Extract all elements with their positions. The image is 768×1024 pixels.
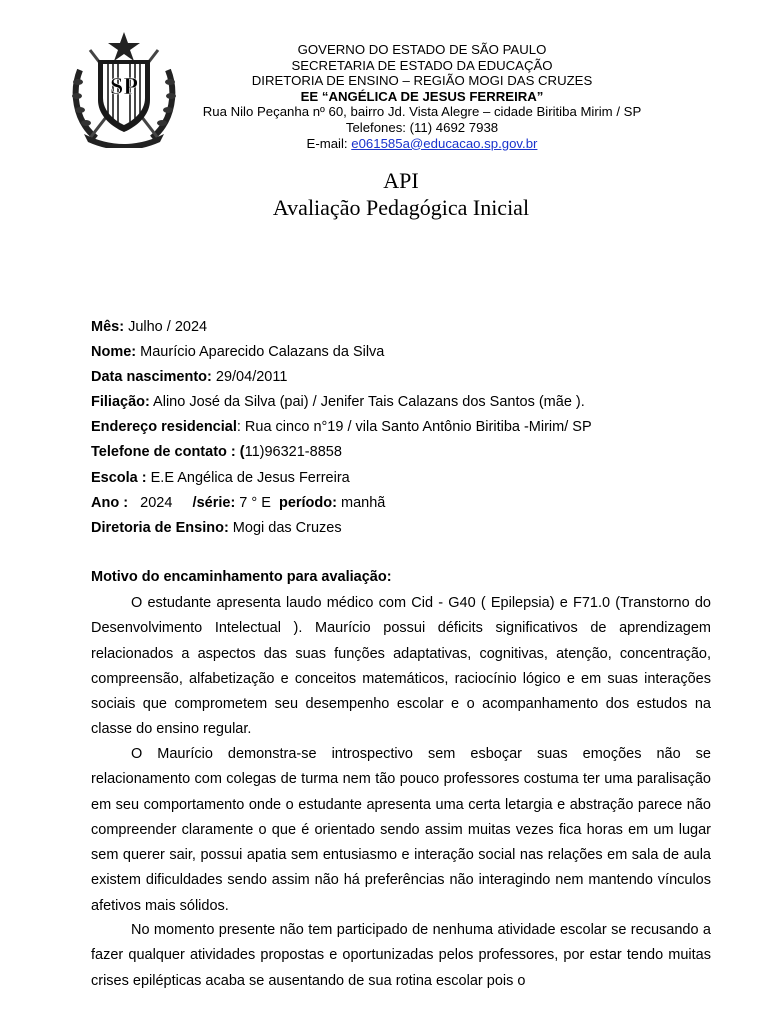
header-line-secretaria: SECRETARIA DE ESTADO DA EDUCAÇÃO (291, 57, 553, 73)
info-row-nascimento: Data nascimento: 29/04/2011 (91, 369, 288, 386)
document-subtitle: Avaliação Pedagógica Inicial (272, 195, 530, 220)
section-heading-motivo: Motivo do encaminhamento para avaliação: (91, 569, 392, 585)
header-line-address: Rua Nilo Peçanha nº 60, bairro Jd. Vista Alegre – cidade Biritiba Mirim / SP (202, 104, 642, 120)
header-line-phone: Telefones: (11) 4692 7938 (345, 119, 499, 135)
letterhead-text (180, 42, 664, 151)
email-link[interactable]: e061585a@educacao.sp.gov.br (351, 135, 538, 151)
info-row-diretoria: Diretoria de Ensino: Mogi das Cruzes (91, 519, 342, 536)
header-line-diretoria: DIRETORIA DE ENSINO – REGIÃO MOGI DAS CRUZES (251, 73, 593, 89)
paragraph-2: O Maurício demonstra-se introspectivo sem esboçar suas emoções não se relacionamento com colegas de turma nem tão pouco professores costuma ter uma paralisação em seu comportamento onde o estudante apresenta uma certa letargia e abstração parece não compreender claramente o que é orientado sendo assim muitas vezes fica horas em um lugar sem querer sair, possui apatia sem entusiasmo e interação social nas relações em sala de aula existem dificuldades sendo assim não há preferências não interagindo nem mantendo vínculos afetivos mais sólidos. (91, 746, 711, 914)
info-row-escola: Escola : E.E Angélica de Jesus Ferreira (91, 469, 350, 486)
letterhead (0, 0, 768, 160)
info-row-telefone: Telefone de contato : (11)96321-8858 (91, 444, 342, 461)
info-row-nome: Nome: Maurício Aparecido Calazans da Silva (91, 344, 385, 361)
email-label: E-mail: (306, 135, 348, 151)
header-line-government: GOVERNO DO ESTADO DE SÃO PAULO (297, 42, 547, 57)
paragraph-3: No momento presente não tem participado de nenhuma atividade escolar se recusando a fazer qualquer atividades propostas e oportunizadas pelos professores, por estar tendo muitas crises epilépticas acaba se ausentando de sua rotina escolar pois o (91, 922, 711, 989)
svg-text:SP: SP (109, 74, 139, 100)
header-line-school: EE “ANGÉLICA DE JESUS FERREIRA” (300, 88, 544, 104)
header-line-email (180, 136, 664, 152)
document-title: API (383, 168, 419, 193)
sao-paulo-coat-of-arms-icon (70, 30, 178, 148)
student-info (91, 316, 711, 542)
info-row-mes: Mês: Julho / 2024 (91, 319, 208, 335)
paragraph-1: O estudante apresenta laudo médico com Cid - G40 ( Epilepsia) e F71.0 (Transtorno do Desenvolvimento Intelectual ). Maurício possui déficits significativos de aprendizagem relacionados a aspectos das suas funções adaptativas, cognitivas, atenção, concentração, compreensão, alfabetização e conceitos matemáticos, raciocínio lógico e em suas interações sociais que comprometem seu desempenho escolar e o acompanhamento dos estudos na classe do ensino regular. (91, 595, 711, 738)
info-row-ano: Ano : 2024 /série: 7 ° E período: manhã (91, 494, 386, 511)
info-row-endereco: Endereço residencial: Rua cinco n°19 / vila Santo Antônio Biritiba -Mirim/ SP (91, 419, 592, 436)
info-row-filiacao: Filiação: Alino José da Silva (pai) / Jenifer Tais Calazans dos Santos (mãe ). (91, 394, 585, 411)
